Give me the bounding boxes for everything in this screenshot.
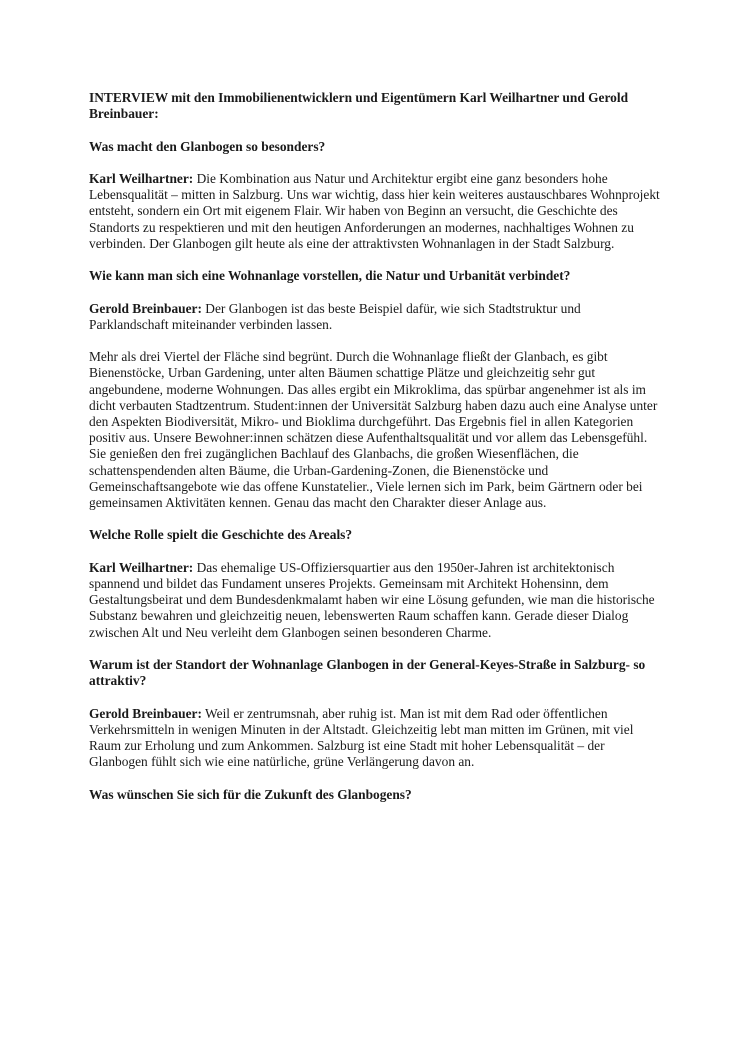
answer-paragraph — [89, 301, 661, 333]
answer-text: Weil er zentrumsnah, aber ruhig ist. Man ist mit dem Rad oder öffentlichen Verkehrsmitteln in wenigen Minuten in der Altstadt. Gleichzeitig lebt man mitten im Grünen, mit viel Raum zur Erholung und zum Ankommen. Salzburg ist eine Stadt mit hoher Lebensqualität – der Glanbogen fühlt sich wie eine natürliche, grüne Verlängerung davon an. — [89, 705, 634, 770]
speaker-name: Gerold Breinbauer: — [89, 705, 202, 721]
question-heading: Was wünschen Sie sich für die Zukunft des Glanbogens? — [89, 786, 412, 802]
answer-text: Die Kombination aus Natur und Architektur ergibt eine ganz besonders hohe Lebensqualität – mitten in Salzburg. Uns war wichtig, dass hier kein weiteres austauschbares Wohnprojekt entsteht, sondern ein Ort mit eigenem Flair. Wir haben von Beginn an versucht, die Geschichte des Standorts zu respektieren und mit den heutigen Anforderungen an modernes, nachhaltiges Wohnen zu verbinden. Der Glanbogen gilt heute als eine der attraktivsten Wohnanlagen in der Stadt Salzburg. — [89, 170, 660, 251]
speaker-name: Gerold Breinbauer: — [89, 300, 202, 316]
answer-text: Das ehemalige US-Offiziersquartier aus den 1950er-Jahren ist architektonisch spannend und bildet das Fundament unseres Projekts. Gemeinsam mit Architekt Hohensinn, dem Gestaltungsbeirat und dem Bundesdenkmalamt haben wir eine Lösung gefunden, wie man die historische Substanz bewahren und gleichzeitig neuen, lebenswerten Raum schaffen kann. Gerade dieser Dialog zwischen Alt und Neu verleiht dem Glanbogen seinen besonderen Charme. — [89, 559, 655, 640]
answer-text: Mehr als drei Viertel der Fläche sind begrünt. Durch die Wohnanlage fließt der Glanbach, es gibt Bienenstöcke, Urban Gardening, unter alten Bäumen schattige Plätze und gleichzeitig sehr gut angebundene, moderne Wohnungen. Das alles ergibt ein Mikroklima, das spürbar angenehmer ist als im dicht verbauten Stadtzentrum. Student:innen der Universität Salzburg haben dazu auch eine Analyse unter den Aspekten Biodiversität, Mikro- und Bioklima durchgeführt. Das Ergebnis fiel in allen Kategorien positiv aus. Unsere Bewohner:innen schätzen diese Aufenthaltsqualität und vor allem das Lebensgefühl. Sie genießen den frei zugänglichen Bachlauf des Glanbachs, die großen Wiesenflächen, die schattenspendenden alten Bäume, die Urban-Gardening-Zonen, die Bienenstöcke und Gemeinschaftsangebote wie das offene Kunstatelier., Viele lernen sich im Park, beim Gärtnern oder bei gemeinsamen Aktivitäten kennen. Genau das macht den Charakter dieser Anlage aus. — [89, 349, 658, 510]
question-heading: Warum ist der Standort der Wohnanlage Glanbogen in der General-Keyes-Straße in Salzburg- so attraktiv? — [89, 656, 646, 689]
answer-paragraph — [89, 171, 661, 252]
speaker-name: Karl Weilhartner: — [89, 170, 194, 186]
answer-text: Der Glanbogen ist das beste Beispiel dafür, wie sich Stadtstruktur und Parklandschaft miteinander verbinden lassen. — [89, 300, 581, 332]
question-heading: Was macht den Glanbogen so besonders? — [89, 138, 326, 154]
document-body — [89, 90, 661, 819]
speaker-name: Karl Weilhartner: — [89, 559, 194, 575]
question-heading: Welche Rolle spielt die Geschichte des Areals? — [89, 527, 353, 543]
document-title: INTERVIEW mit den Immobilienentwicklern und Eigentümern Karl Weilhartner und Gerold Breinbauer: — [89, 90, 629, 122]
answer-paragraph — [89, 706, 661, 771]
answer-paragraph — [89, 349, 661, 511]
question-heading: Wie kann man sich eine Wohnanlage vorstellen, die Natur und Urbanität verbindet? — [89, 268, 571, 284]
answer-paragraph — [89, 560, 661, 641]
